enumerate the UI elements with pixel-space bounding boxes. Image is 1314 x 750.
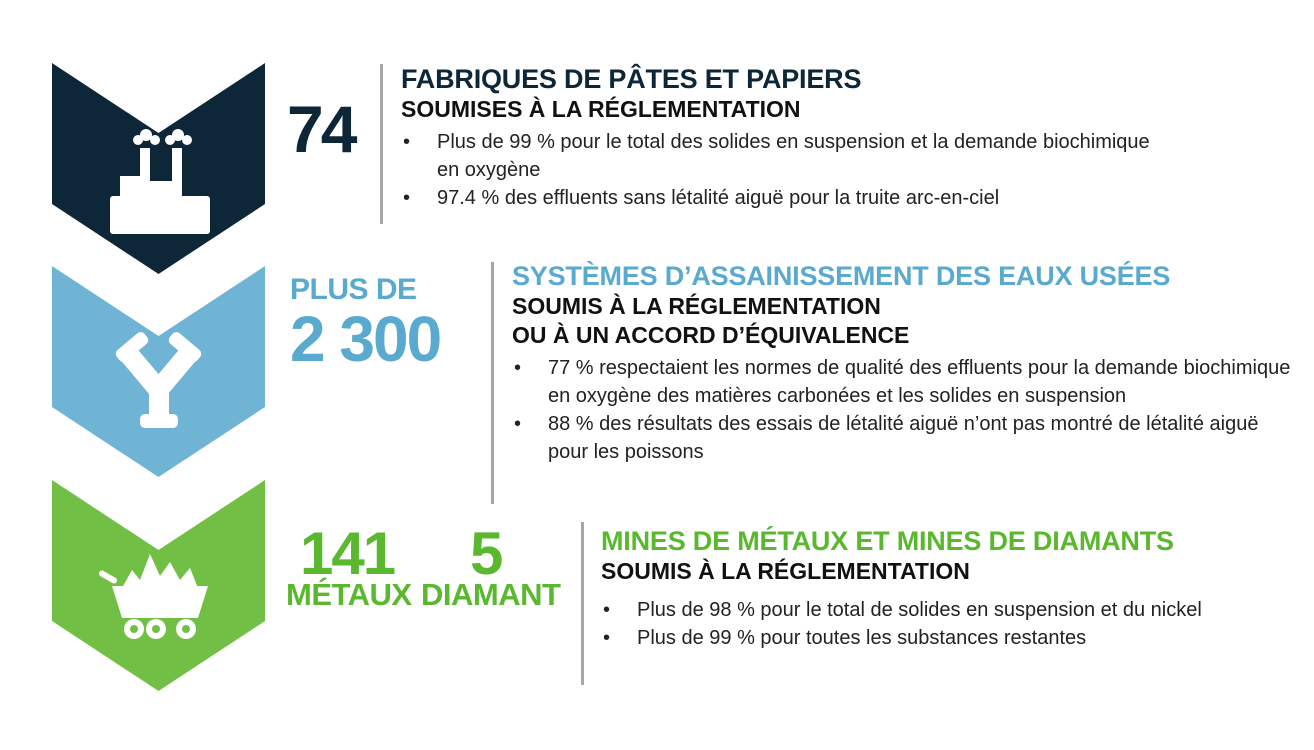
bullet-list <box>401 128 1161 212</box>
chevron-pulp-paper <box>52 63 265 274</box>
divider <box>491 262 494 504</box>
stat-label: DIAMANT <box>421 577 561 612</box>
section-subtitle: SOUMIS À LA RÉGLEMENTATION <box>512 293 881 319</box>
stat-number: 2 300 <box>290 303 441 375</box>
section-text <box>512 261 1292 466</box>
divider <box>581 522 584 685</box>
stat-prefix: PLUS DE <box>290 273 417 306</box>
stat-number: 5 <box>470 520 504 587</box>
stat-label: MÉTAUX <box>286 577 412 612</box>
chevron-mines <box>52 480 265 691</box>
stat-number: 74 <box>287 92 355 166</box>
section-subtitle: SOUMIS À LA RÉGLEMENTATION <box>601 558 970 584</box>
bullet-list <box>512 354 1292 466</box>
bullet-item: • Plus de 98 % pour le total de solides en suspension et du nickel <box>601 596 1306 624</box>
bullet-list <box>601 596 1306 652</box>
stat-number: 141 <box>300 520 395 587</box>
bullet-item: • Plus de 99 % pour toutes les substances restantes <box>601 624 1306 652</box>
divider <box>380 64 383 224</box>
section-subtitle: OU À UN ACCORD D’ÉQUIVALENCE <box>512 322 910 348</box>
chevron-wastewater <box>52 266 265 477</box>
section-title: FABRIQUES DE PÂTES ET PAPIERS <box>401 64 862 94</box>
section-text <box>401 64 1161 212</box>
bullet-item: • 97.4 % des effluents sans létalité aiguë pour la truite arc-en-ciel <box>401 184 1161 212</box>
bullet-item: • Plus de 99 % pour le total des solides en suspension et la demande biochimique en oxygène <box>401 128 1161 184</box>
bullet-item: • 88 % des résultats des essais de létalité aiguë n’ont pas montré de létalité aiguë pour les poissons <box>512 410 1292 466</box>
bullet-item: • 77 % respectaient les normes de qualité des effluents pour la demande biochimique en oxygène des matières carbonées et les solides en suspension <box>512 354 1292 410</box>
section-title: SYSTÈMES D’ASSAINISSEMENT DES EAUX USÉES <box>512 261 1171 291</box>
section-text <box>601 526 1306 652</box>
section-title: MINES DE MÉTAUX ET MINES DE DIAMANTS <box>601 526 1174 556</box>
section-subtitle: SOUMISES À LA RÉGLEMENTATION <box>401 96 801 122</box>
